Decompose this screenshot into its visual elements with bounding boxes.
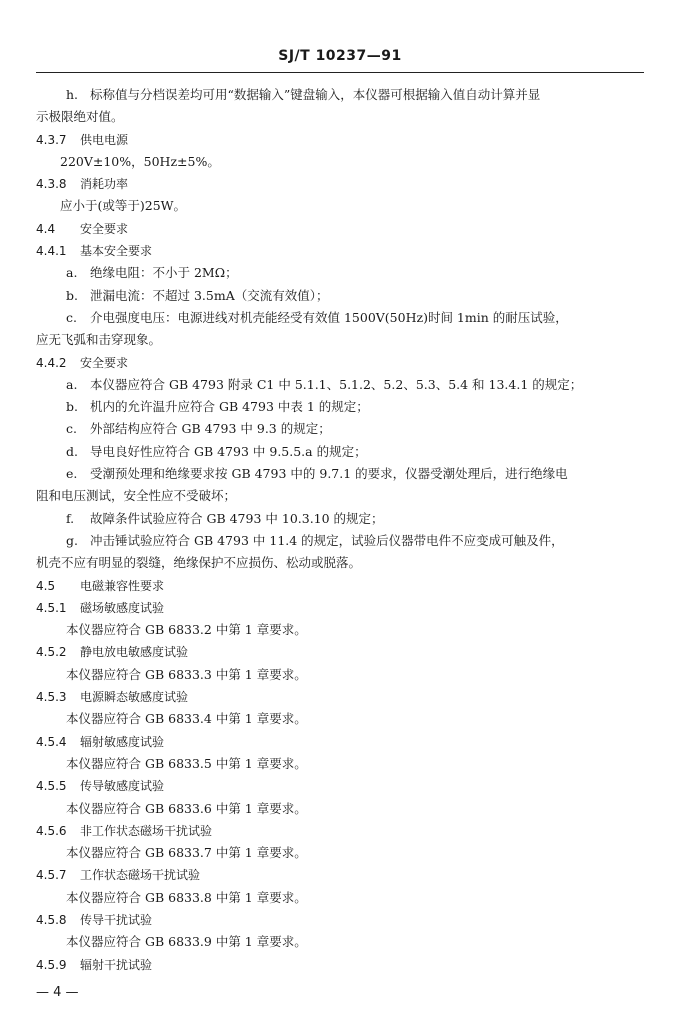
section-number: 4.4.1 (36, 244, 67, 259)
section-number: 4.5.7 (36, 868, 67, 883)
section-heading (36, 775, 644, 797)
section-title: 传导干扰试验 (80, 912, 153, 927)
list-item (36, 396, 644, 418)
section-number: 4.3.7 (36, 132, 67, 147)
list-item (36, 530, 644, 552)
section-number: 4.5.8 (36, 912, 67, 927)
section-title: 安全要求 (80, 221, 129, 236)
item-label: a. (66, 376, 78, 392)
page-number: — 4 — (36, 985, 79, 1000)
item-text: 导电良好性应符合 GB 4793 中 9.5.5.a 的规定； (89, 443, 367, 459)
section-heading (36, 909, 644, 931)
list-item (36, 441, 644, 463)
section-heading (36, 218, 644, 240)
section-number: 4.4 (36, 221, 56, 236)
section-heading (36, 641, 644, 663)
item-text: 标称值与分档误差均可用“数据输入”键盘输入，本仪器可根据输入值自动计算并显 (89, 87, 541, 102)
item-label: a. (66, 265, 78, 281)
section-title: 电磁兼容性要求 (80, 578, 165, 593)
item-text: 冲击锤试验应符合 GB 4793 中 11.4 的规定，试验后仪器带电件不应变成可触及件， (89, 532, 564, 548)
item-text: 泄漏电流：不超过 3.5mA（交流有效值）； (89, 287, 329, 303)
section-heading (36, 597, 644, 619)
section-title: 非工作状态磁场干扰试验 (80, 823, 213, 838)
list-item (36, 307, 644, 329)
section-title: 基本安全要求 (80, 244, 153, 259)
section-heading (36, 820, 644, 842)
item-text: 外部结构应符合 GB 4793 中 9.3 的规定； (89, 421, 331, 437)
item-label: c. (66, 421, 77, 437)
list-item (36, 418, 644, 440)
section-number: 4.5.3 (36, 690, 67, 705)
section-number: 4.5.1 (36, 600, 67, 615)
section-text: 本仪器应符合 GB 6833.3 中第 1 章要求。 (66, 666, 307, 682)
section-heading (36, 731, 644, 753)
header-rule (36, 72, 644, 73)
item-h-continuation: 示极限绝对值。 (36, 109, 124, 125)
section-number: 4.3.8 (36, 177, 67, 192)
section-number: 4.5.2 (36, 645, 67, 660)
list-item-continuation: 应无飞弧和击穿现象。 (36, 332, 162, 348)
section-text: 本仪器应符合 GB 6833.6 中第 1 章要求。 (66, 800, 307, 816)
item-text: 机内的允许温升应符合 GB 4793 中表 1 的规定； (89, 399, 369, 415)
section-title: 传导敏感度试验 (80, 779, 165, 794)
section-title: 辐射干扰试验 (80, 957, 153, 972)
section-text: 本仪器应符合 GB 6833.2 中第 1 章要求。 (66, 622, 307, 638)
list-item (36, 374, 644, 396)
item-text: 介电强度电压：电源进线对机壳能经受有效值 1500V(50Hz)时间 1min 的耐压试验， (89, 309, 568, 325)
section-title: 工作状态磁场干扰试验 (80, 868, 201, 883)
item-text: 受潮预处理和绝缘要求按 GB 4793 中的 9.7.1 的要求，仪器受潮处理后，进行绝缘电 (89, 466, 568, 482)
list-item (36, 463, 644, 485)
section-title: 磁场敏感度试验 (80, 600, 165, 615)
item-label: d. (66, 443, 78, 459)
section-text: 本仪器应符合 GB 6833.5 中第 1 章要求。 (66, 755, 307, 771)
item-label: c. (66, 309, 77, 325)
section-title: 静电放电敏感度试验 (80, 645, 189, 660)
section-heading (36, 352, 644, 374)
section-title: 消耗功率 (80, 177, 129, 192)
section-number: 4.5.9 (36, 957, 67, 972)
section-heading (36, 686, 644, 708)
list-item (36, 262, 644, 284)
section-text: 本仪器应符合 GB 6833.8 中第 1 章要求。 (66, 889, 307, 905)
section-heading (36, 954, 644, 976)
item-text: 本仪器应符合 GB 4793 附录 C1 中 5.1.1、5.1.2、5.2、5.3、5.4 和 13.4.1 的规定； (89, 376, 583, 392)
section-number: 4.5.6 (36, 823, 67, 838)
section-heading (36, 575, 644, 597)
section-number: 4.4.2 (36, 355, 67, 370)
section-text: 本仪器应符合 GB 6833.4 中第 1 章要求。 (66, 711, 307, 727)
item-label: f. (66, 510, 75, 526)
section-text: 本仪器应符合 GB 6833.7 中第 1 章要求。 (66, 845, 307, 861)
section-text: 应小于(或等于)25W。 (60, 198, 187, 214)
item-text: 故障条件试验应符合 GB 4793 中 10.3.10 的规定； (89, 510, 384, 526)
list-item (36, 285, 644, 307)
section-heading (36, 173, 644, 195)
section-number: 4.5.4 (36, 734, 67, 749)
item-label: b. (66, 287, 78, 303)
section-number: 4.5.5 (36, 779, 67, 794)
item-label: e. (66, 466, 78, 482)
item-text: 绝缘电阻：不小于 2MΩ； (89, 265, 238, 281)
item-label: g. (66, 532, 78, 548)
section-number: 4.5 (36, 578, 56, 593)
section-title: 电源瞬态敏感度试验 (80, 690, 189, 705)
section-title: 辐射敏感度试验 (80, 734, 165, 749)
document-body (36, 84, 644, 976)
section-text: 本仪器应符合 GB 6833.9 中第 1 章要求。 (66, 934, 307, 950)
section-heading (36, 240, 644, 262)
item-label: b. (66, 399, 78, 415)
list-item-continuation: 阻和电压测试，安全性应不受破坏； (36, 488, 237, 504)
section-heading (36, 129, 644, 151)
section-text: 220V±10%，50Hz±5%。 (60, 153, 220, 169)
list-item (36, 508, 644, 530)
section-heading (36, 864, 644, 886)
list-item-continuation: 机壳不应有明显的裂缝，绝缘保护不应损伤、松动或脱落。 (36, 555, 362, 571)
section-title: 安全要求 (80, 355, 129, 370)
item-h-line (36, 84, 644, 106)
section-title: 供电电源 (80, 132, 129, 147)
standard-number-header: SJ/T 10237—91 (278, 48, 402, 64)
item-label: h. (66, 87, 79, 102)
